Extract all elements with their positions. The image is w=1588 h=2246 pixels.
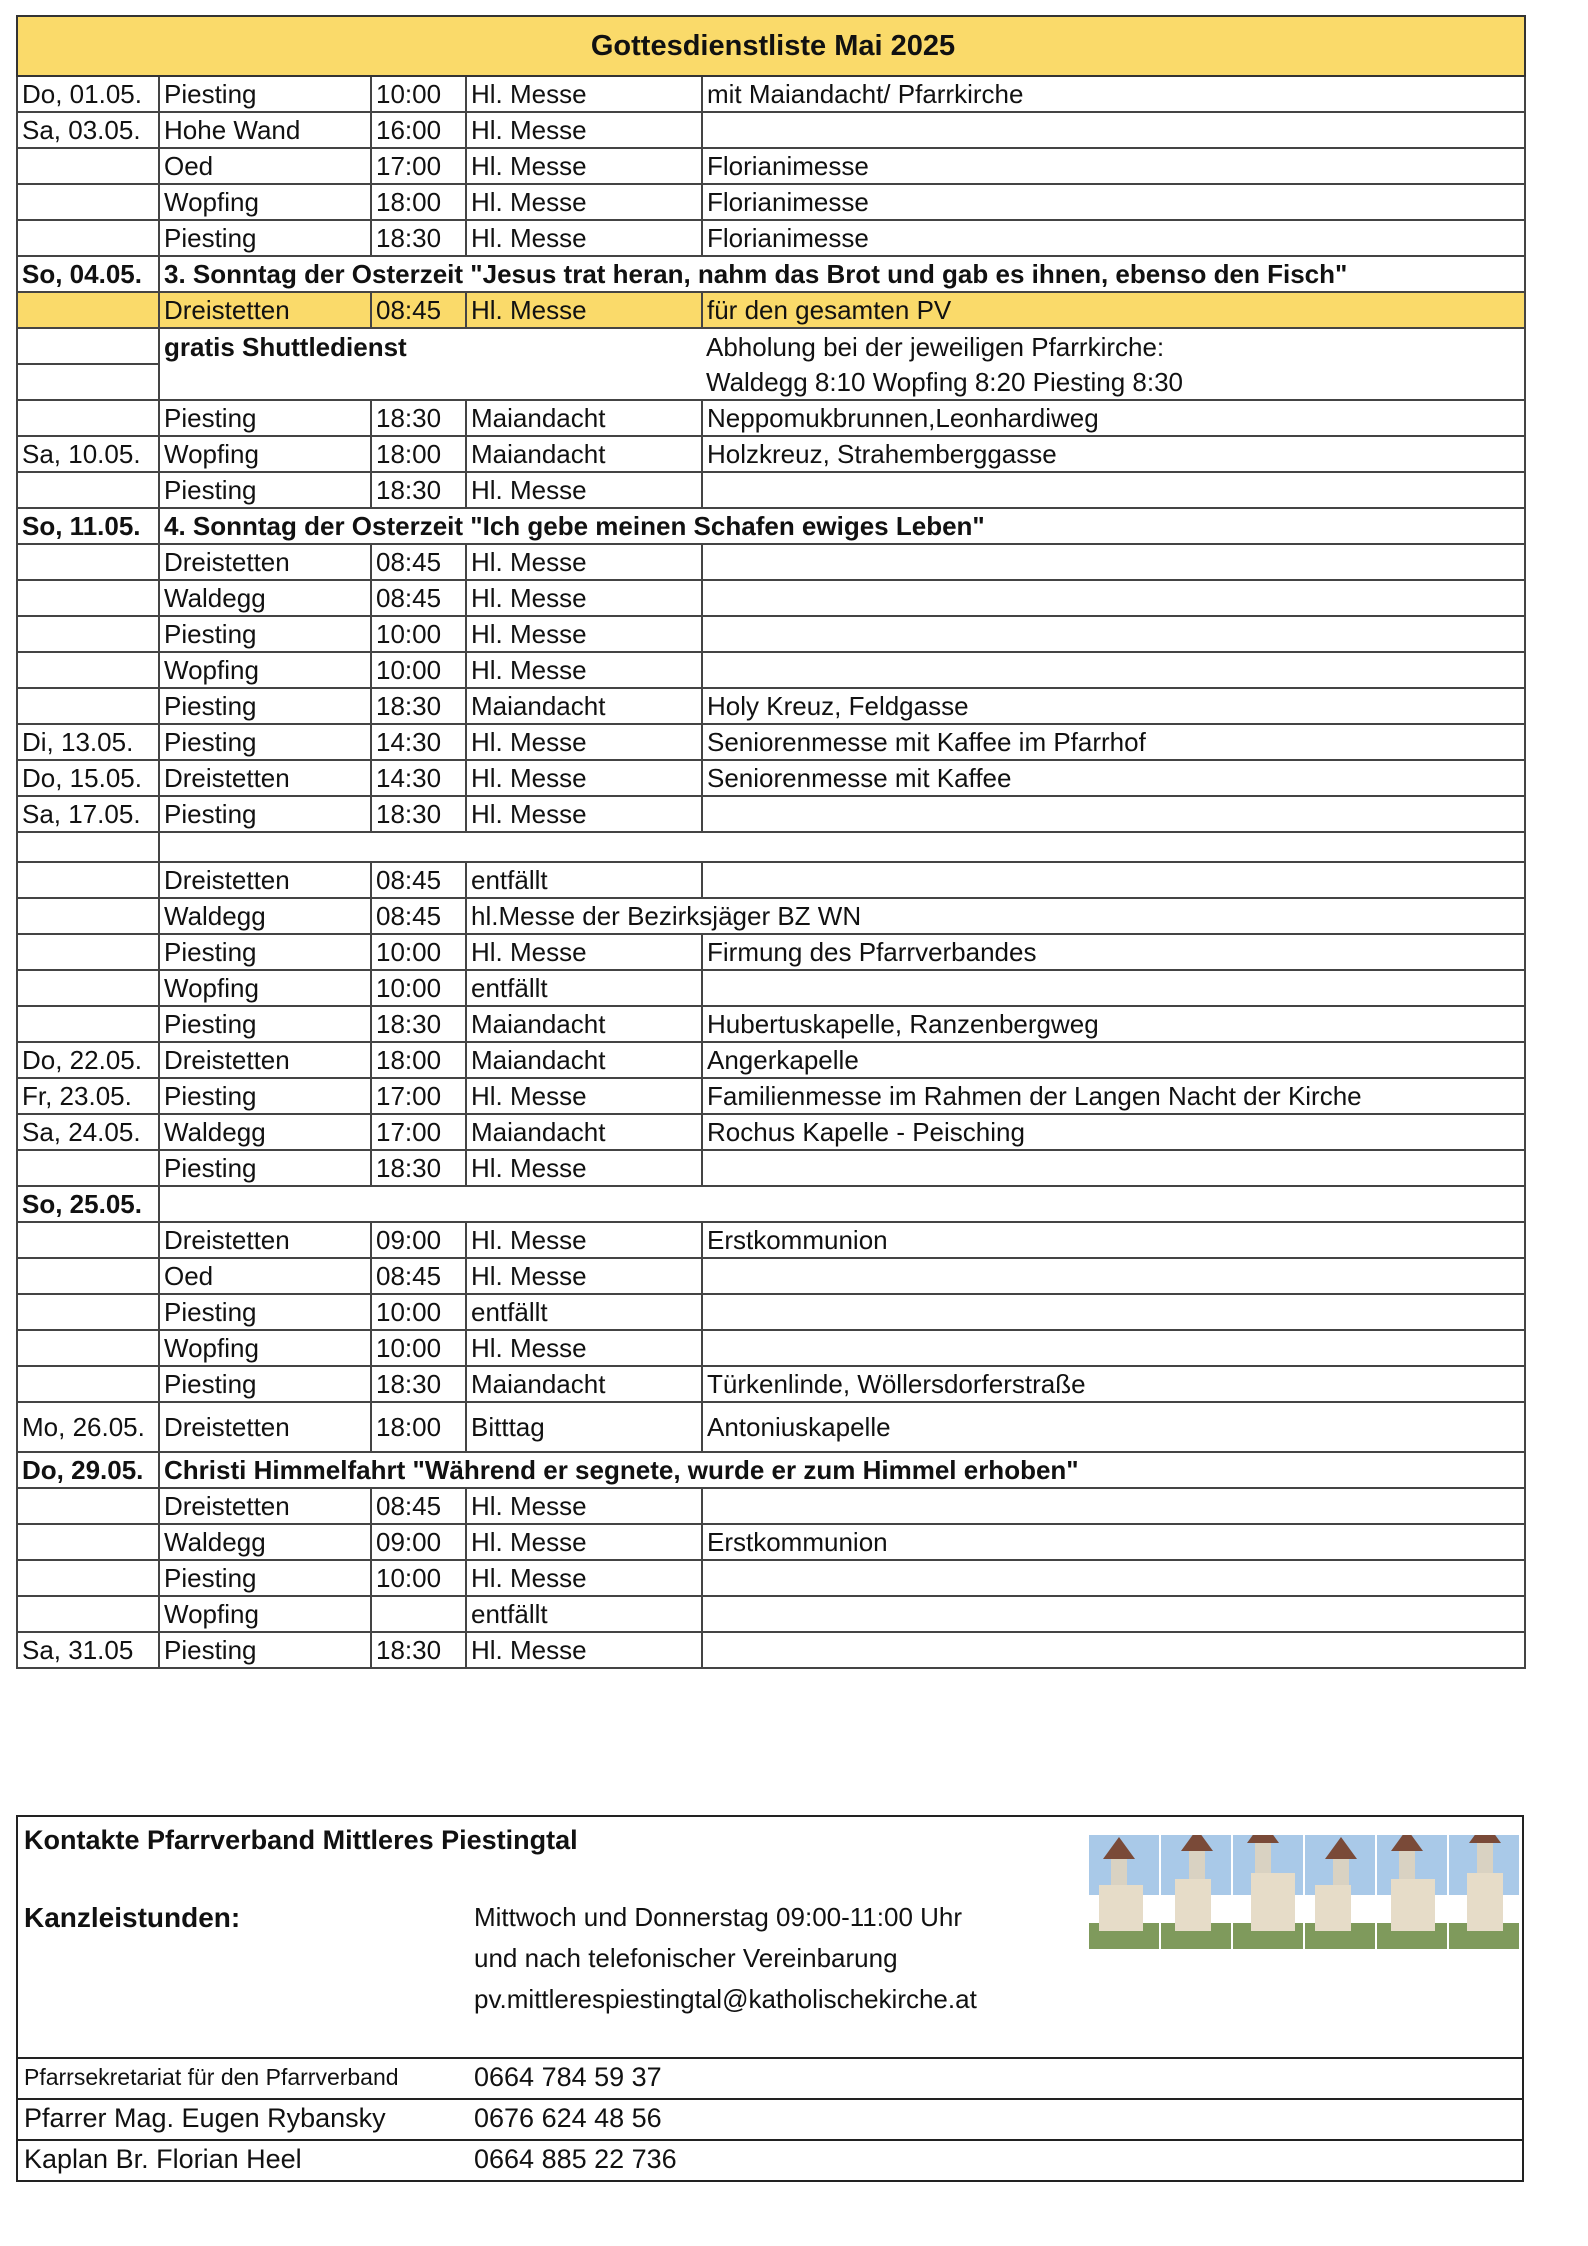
date-cell: Mo, 26.05. xyxy=(17,1402,159,1452)
date-cell: Fr, 23.05. xyxy=(17,1078,159,1114)
date-cell: Sa, 10.05. xyxy=(17,436,159,472)
service-type-cell: Hl. Messe xyxy=(466,616,702,652)
schedule-row xyxy=(17,862,1525,898)
schedule-row xyxy=(17,1150,1525,1186)
schedule-title: Gottesdienstliste Mai 2025 xyxy=(17,16,1525,76)
contact-phone[interactable]: 0664 784 59 37 xyxy=(474,2062,662,2092)
schedule-row xyxy=(17,688,1525,724)
service-type-cell: Hl. Messe xyxy=(466,724,702,760)
sunday-title-cell: Christi Himmelfahrt "Während er segnete, wurde er zum Himmel erhoben" xyxy=(159,1452,1525,1488)
time-cell: 16:00 xyxy=(371,112,466,148)
service-type-cell: Hl. Messe xyxy=(466,1258,702,1294)
time-cell: 17:00 xyxy=(371,1114,466,1150)
service-type-cell: Maiandacht xyxy=(466,688,702,724)
date-cell xyxy=(17,1006,159,1042)
date-cell xyxy=(17,1524,159,1560)
time-cell: 08:45 xyxy=(371,544,466,580)
service-type-cell: Hl. Messe xyxy=(466,1150,702,1186)
note-cell xyxy=(702,112,1525,148)
service-type-cell: Maiandacht xyxy=(466,436,702,472)
schedule-row xyxy=(17,148,1525,184)
contact-name: Pfarrer Mag. Eugen Rybansky xyxy=(24,2103,386,2133)
date-cell: Do, 22.05. xyxy=(17,1042,159,1078)
service-type-cell: Hl. Messe xyxy=(466,652,702,688)
contact-name: Pfarrsekretariat für den Pfarrverband xyxy=(24,2064,399,2090)
date-cell xyxy=(17,1560,159,1596)
church-photo-4 xyxy=(1305,1835,1375,1949)
date-cell xyxy=(17,970,159,1006)
service-type-cell: Bitttag xyxy=(466,1402,702,1452)
place-cell: Waldegg xyxy=(159,580,371,616)
time-cell: 08:45 xyxy=(371,580,466,616)
shuttle-row xyxy=(17,364,1525,400)
schedule-row xyxy=(17,1330,1525,1366)
schedule-row xyxy=(17,292,1525,328)
schedule-row xyxy=(17,616,1525,652)
place-cell: Piesting xyxy=(159,796,371,832)
shuttle-label: gratis Shuttledienst xyxy=(159,328,702,364)
note-cell xyxy=(702,544,1525,580)
time-cell: 18:00 xyxy=(371,436,466,472)
contacts-title: Kontakte Pfarrverband Mittleres Piestingtal xyxy=(24,1825,578,1855)
place-cell: Piesting xyxy=(159,688,371,724)
note-cell xyxy=(702,1596,1525,1632)
time-cell: 17:00 xyxy=(371,1078,466,1114)
office-email[interactable]: pv.mittlerespiestingtal@katholischekirche.at xyxy=(474,1984,977,2014)
note-cell xyxy=(702,796,1525,832)
place-cell: Wopfing xyxy=(159,652,371,688)
time-cell: 08:45 xyxy=(371,862,466,898)
note-cell xyxy=(702,970,1525,1006)
sunday-title-cell: 4. Sonntag der Osterzeit "Ich gebe meinen Schafen ewiges Leben" xyxy=(159,508,1525,544)
date-cell xyxy=(17,184,159,220)
date-cell xyxy=(17,898,159,934)
place-cell: Wopfing xyxy=(159,1330,371,1366)
sunday-header-row xyxy=(17,508,1525,544)
place-cell: Piesting xyxy=(159,1366,371,1402)
place-cell: Waldegg xyxy=(159,898,371,934)
date-cell xyxy=(17,364,159,400)
date-cell: So, 25.05. xyxy=(17,1186,159,1222)
service-type-cell: Hl. Messe xyxy=(466,292,702,328)
service-type-cell: Hl. Messe xyxy=(466,1488,702,1524)
note-cell xyxy=(702,652,1525,688)
note-cell: Firmung des Pfarrverbandes xyxy=(702,934,1525,970)
note-cell xyxy=(702,1632,1525,1668)
contact-name: Kaplan Br. Florian Heel xyxy=(24,2144,302,2174)
time-cell: 08:45 xyxy=(371,1258,466,1294)
contact-phone[interactable]: 0664 885 22 736 xyxy=(474,2144,677,2174)
schedule-row xyxy=(17,1402,1525,1452)
place-cell: Piesting xyxy=(159,1560,371,1596)
schedule-row xyxy=(17,832,1525,862)
service-type-cell: Hl. Messe xyxy=(466,1078,702,1114)
note-cell: Seniorenmesse mit Kaffee im Pfarrhof xyxy=(702,724,1525,760)
service-type-cell: Hl. Messe xyxy=(466,580,702,616)
note-cell: Florianimesse xyxy=(702,184,1525,220)
note-cell xyxy=(702,580,1525,616)
service-type-cell: Hl. Messe xyxy=(466,760,702,796)
service-type-cell: Maiandacht xyxy=(466,400,702,436)
time-cell: 10:00 xyxy=(371,1560,466,1596)
place-cell: Piesting xyxy=(159,220,371,256)
time-cell: 18:30 xyxy=(371,472,466,508)
schedule-row xyxy=(17,1560,1525,1596)
date-cell xyxy=(17,1488,159,1524)
date-cell: Sa, 17.05. xyxy=(17,796,159,832)
place-cell: Dreistetten xyxy=(159,292,371,328)
place-cell: Dreistetten xyxy=(159,1042,371,1078)
schedule-row xyxy=(17,400,1525,436)
date-cell xyxy=(17,1294,159,1330)
time-cell: 18:30 xyxy=(371,1366,466,1402)
note-cell: Familienmesse im Rahmen der Langen Nacht der Kirche xyxy=(702,1078,1525,1114)
date-cell xyxy=(17,220,159,256)
time-cell: 08:45 xyxy=(371,898,466,934)
time-cell: 08:45 xyxy=(371,292,466,328)
schedule-row xyxy=(17,652,1525,688)
service-type-cell: Hl. Messe xyxy=(466,796,702,832)
blank-cell xyxy=(159,832,1525,862)
schedule-row xyxy=(17,1114,1525,1150)
place-cell: Piesting xyxy=(159,472,371,508)
time-cell: 18:30 xyxy=(371,220,466,256)
note-cell: Türkenlinde, Wöllersdorferstraße xyxy=(702,1366,1525,1402)
date-cell xyxy=(17,1330,159,1366)
place-cell: Piesting xyxy=(159,1006,371,1042)
place-cell: Wopfing xyxy=(159,1596,371,1632)
service-type-cell: entfällt xyxy=(466,1596,702,1632)
note-cell xyxy=(702,1488,1525,1524)
time-cell: 10:00 xyxy=(371,616,466,652)
date-cell xyxy=(17,1258,159,1294)
time-cell: 09:00 xyxy=(371,1222,466,1258)
date-cell xyxy=(17,832,159,862)
service-type-cell: Hl. Messe xyxy=(466,76,702,112)
schedule-row xyxy=(17,436,1525,472)
time-cell: 18:00 xyxy=(371,1042,466,1078)
note-cell xyxy=(702,1150,1525,1186)
date-cell: Sa, 31.05 xyxy=(17,1632,159,1668)
time-cell: 14:30 xyxy=(371,724,466,760)
place-cell: Waldegg xyxy=(159,1524,371,1560)
place-cell: Piesting xyxy=(159,1078,371,1114)
date-cell xyxy=(17,292,159,328)
church-photo-1 xyxy=(1089,1835,1159,1949)
service-type-cell: entfällt xyxy=(466,1294,702,1330)
sunday-header-row xyxy=(17,256,1525,292)
schedule-row xyxy=(17,220,1525,256)
date-cell xyxy=(17,148,159,184)
shuttle-note: Abholung bei der jeweiligen Pfarrkirche: xyxy=(702,328,1525,364)
sunday-header-row xyxy=(17,1186,1525,1222)
sunday-title-cell xyxy=(159,1186,1525,1222)
schedule-row xyxy=(17,1042,1525,1078)
place-cell: Dreistetten xyxy=(159,862,371,898)
date-cell xyxy=(17,616,159,652)
time-cell: 18:00 xyxy=(371,1402,466,1452)
note-cell: Neppomukbrunnen,Leonhardiweg xyxy=(702,400,1525,436)
date-cell xyxy=(17,652,159,688)
service-type-cell: Hl. Messe xyxy=(466,148,702,184)
time-cell: 18:30 xyxy=(371,400,466,436)
schedule-row xyxy=(17,1258,1525,1294)
time-cell: 18:30 xyxy=(371,1006,466,1042)
place-cell: Hohe Wand xyxy=(159,112,371,148)
church-photo-5 xyxy=(1377,1835,1447,1949)
place-cell: Piesting xyxy=(159,1632,371,1668)
date-cell xyxy=(17,1596,159,1632)
church-photo-strip xyxy=(1089,1835,1519,1949)
date-cell xyxy=(17,328,159,364)
office-hours-line-2: und nach telefonischer Vereinbarung xyxy=(474,1943,898,1973)
place-cell: Oed xyxy=(159,1258,371,1294)
note-cell: Seniorenmesse mit Kaffee xyxy=(702,760,1525,796)
time-cell: 10:00 xyxy=(371,652,466,688)
date-cell: Di, 13.05. xyxy=(17,724,159,760)
date-cell: So, 11.05. xyxy=(17,508,159,544)
date-cell xyxy=(17,1150,159,1186)
time-cell: 18:30 xyxy=(371,1632,466,1668)
note-cell: Florianimesse xyxy=(702,148,1525,184)
contacts-box xyxy=(16,1815,1524,2182)
place-cell: Piesting xyxy=(159,934,371,970)
note-cell: Erstkommunion xyxy=(702,1222,1525,1258)
church-photo-2 xyxy=(1161,1835,1231,1949)
place-cell: Oed xyxy=(159,148,371,184)
shuttle-label xyxy=(159,364,702,400)
date-cell: Sa, 24.05. xyxy=(17,1114,159,1150)
service-type-cell: Hl. Messe xyxy=(466,934,702,970)
place-cell: Wopfing xyxy=(159,184,371,220)
date-cell xyxy=(17,1366,159,1402)
place-cell: Piesting xyxy=(159,724,371,760)
note-cell xyxy=(702,1294,1525,1330)
shuttle-row xyxy=(17,328,1525,364)
service-type-cell: Maiandacht xyxy=(466,1366,702,1402)
date-cell: Do, 15.05. xyxy=(17,760,159,796)
schedule-row xyxy=(17,970,1525,1006)
contact-row-pfarrer xyxy=(18,2098,1522,2140)
schedule-row xyxy=(17,934,1525,970)
shuttle-note: Waldegg 8:10 Wopfing 8:20 Piesting 8:30 xyxy=(702,364,1525,400)
time-cell: 10:00 xyxy=(371,1330,466,1366)
sunday-header-row xyxy=(17,1452,1525,1488)
service-type-cell: entfällt xyxy=(466,970,702,1006)
note-cell: Holzkreuz, Strahemberggasse xyxy=(702,436,1525,472)
schedule-row xyxy=(17,112,1525,148)
date-cell xyxy=(17,862,159,898)
service-type-cell: Maiandacht xyxy=(466,1006,702,1042)
note-cell xyxy=(702,1560,1525,1596)
time-cell: 10:00 xyxy=(371,1294,466,1330)
note-cell xyxy=(702,862,1525,898)
note-cell: Holy Kreuz, Feldgasse xyxy=(702,688,1525,724)
time-cell: 18:00 xyxy=(371,184,466,220)
service-type-cell: Hl. Messe xyxy=(466,1632,702,1668)
date-cell: So, 04.05. xyxy=(17,256,159,292)
date-cell xyxy=(17,544,159,580)
schedule-row xyxy=(17,1596,1525,1632)
time-cell: 18:30 xyxy=(371,796,466,832)
note-cell: Hubertuskapelle, Ranzenbergweg xyxy=(702,1006,1525,1042)
place-cell: Dreistetten xyxy=(159,760,371,796)
time-cell: 10:00 xyxy=(371,934,466,970)
note-cell xyxy=(702,1258,1525,1294)
time-cell: 17:00 xyxy=(371,148,466,184)
service-type-cell: Hl. Messe xyxy=(466,544,702,580)
time-cell: 09:00 xyxy=(371,1524,466,1560)
service-type-cell: Hl. Messe xyxy=(466,1222,702,1258)
contact-row-secretariat xyxy=(18,2057,1522,2099)
time-cell: 10:00 xyxy=(371,970,466,1006)
schedule-row xyxy=(17,1366,1525,1402)
place-cell: Piesting xyxy=(159,616,371,652)
schedule-row xyxy=(17,1524,1525,1560)
place-cell: Wopfing xyxy=(159,436,371,472)
time-cell: 18:30 xyxy=(371,1150,466,1186)
service-type-cell: Hl. Messe xyxy=(466,220,702,256)
note-cell xyxy=(702,1330,1525,1366)
schedule-row xyxy=(17,76,1525,112)
place-cell: Dreistetten xyxy=(159,1222,371,1258)
time-cell: 18:30 xyxy=(371,688,466,724)
office-hours-line-1: Mittwoch und Donnerstag 09:00-11:00 Uhr xyxy=(474,1902,963,1932)
service-type-cell: Maiandacht xyxy=(466,1114,702,1150)
schedule-row xyxy=(17,898,1525,934)
schedule-row xyxy=(17,1488,1525,1524)
note-cell: Angerkapelle xyxy=(702,1042,1525,1078)
place-cell: Piesting xyxy=(159,76,371,112)
schedule-row xyxy=(17,724,1525,760)
note-cell: für den gesamten PV xyxy=(702,292,1525,328)
schedule-row xyxy=(17,184,1525,220)
service-type-cell: Hl. Messe xyxy=(466,1560,702,1596)
place-cell: Piesting xyxy=(159,1150,371,1186)
note-cell: Florianimesse xyxy=(702,220,1525,256)
date-cell: Do, 29.05. xyxy=(17,1452,159,1488)
place-cell: Waldegg xyxy=(159,1114,371,1150)
date-cell xyxy=(17,400,159,436)
service-type-cell: Hl. Messe xyxy=(466,112,702,148)
date-cell xyxy=(17,580,159,616)
place-cell: Dreistetten xyxy=(159,1402,371,1452)
service-type-cell: Hl. Messe xyxy=(466,1524,702,1560)
date-cell xyxy=(17,472,159,508)
date-cell: Sa, 03.05. xyxy=(17,112,159,148)
place-cell: Piesting xyxy=(159,400,371,436)
schedule-row xyxy=(17,796,1525,832)
schedule-table xyxy=(16,15,1526,1669)
date-cell: Do, 01.05. xyxy=(17,76,159,112)
note-cell: Erstkommunion xyxy=(702,1524,1525,1560)
schedule-title-row xyxy=(17,16,1525,76)
sunday-title-cell: 3. Sonntag der Osterzeit "Jesus trat heran, nahm das Brot und gab es ihnen, ebenso den Fisch" xyxy=(159,256,1525,292)
church-photo-3 xyxy=(1233,1835,1303,1949)
note-cell: Rochus Kapelle - Peisching xyxy=(702,1114,1525,1150)
time-cell: 14:30 xyxy=(371,760,466,796)
service-type-cell: Hl. Messe xyxy=(466,1330,702,1366)
time-cell: 10:00 xyxy=(371,76,466,112)
place-cell: Dreistetten xyxy=(159,544,371,580)
service-type-cell: Hl. Messe xyxy=(466,472,702,508)
schedule-row xyxy=(17,1078,1525,1114)
schedule-row xyxy=(17,760,1525,796)
note-cell: mit Maiandacht/ Pfarrkirche xyxy=(702,76,1525,112)
service-type-cell: Hl. Messe xyxy=(466,184,702,220)
note-cell xyxy=(702,616,1525,652)
time-cell: 08:45 xyxy=(371,1488,466,1524)
note-cell xyxy=(702,472,1525,508)
note-cell: Antoniuskapelle xyxy=(702,1402,1525,1452)
date-cell xyxy=(17,688,159,724)
place-cell: Piesting xyxy=(159,1294,371,1330)
service-type-cell: entfällt xyxy=(466,862,702,898)
date-cell xyxy=(17,934,159,970)
office-hours-label: Kanzleistunden: xyxy=(24,1902,241,1933)
date-cell xyxy=(17,1222,159,1258)
time-cell xyxy=(371,1596,466,1632)
schedule-row xyxy=(17,1222,1525,1258)
contact-row-kaplan xyxy=(18,2139,1522,2181)
contact-phone[interactable]: 0676 624 48 56 xyxy=(474,2103,662,2133)
place-cell: Dreistetten xyxy=(159,1488,371,1524)
schedule-row xyxy=(17,1632,1525,1668)
service-cell: hl.Messe der Bezirksjäger BZ WN xyxy=(466,898,1525,934)
church-photo-6 xyxy=(1449,1835,1519,1949)
schedule-row xyxy=(17,472,1525,508)
place-cell: Wopfing xyxy=(159,970,371,1006)
schedule-row xyxy=(17,1006,1525,1042)
schedule-row xyxy=(17,580,1525,616)
schedule-row xyxy=(17,1294,1525,1330)
schedule-row xyxy=(17,544,1525,580)
service-type-cell: Maiandacht xyxy=(466,1042,702,1078)
